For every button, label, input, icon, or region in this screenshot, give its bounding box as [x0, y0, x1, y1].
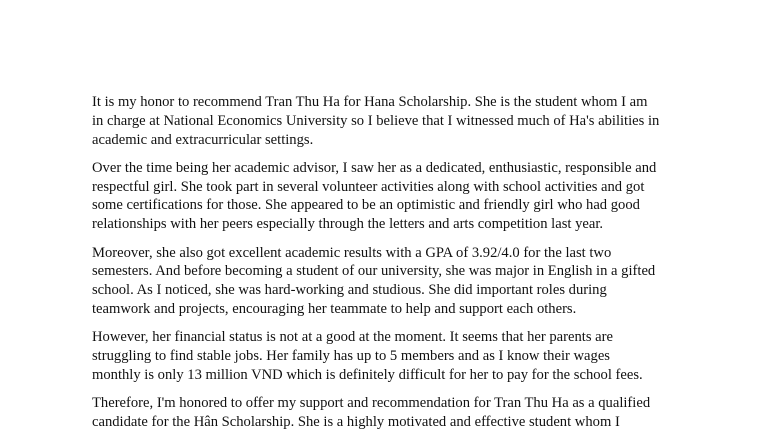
letter-body — [92, 93, 732, 441]
paragraph-academics: Moreover, she also got excellent academic results with a GPA of 3.92/4.0 for the last two semesters. And before becoming a student of our university, she was major in English in a gifted school. As I noticed, she was hard-working and studious. She did important roles during teamwork and projects, encouraging her teammate to help and support each others. — [92, 244, 656, 317]
paragraph-financial-status: However, her financial status is not at a good at the moment. It seems that her parents are struggling to find stable jobs. Her family has up to 5 members and as I know their wages monthly is only 13 million VND which is definitely difficult for her to pay for the school fees. — [92, 329, 643, 383]
paragraph-introduction: It is my honor to recommend Tran Thu Ha for Hana Scholarship. She is the student whom I am in charge at National Economics University so I believe that I witnessed much of Ha's abilities in academic and extracurricular settings. — [92, 94, 660, 148]
paragraph-conclusion: Therefore, I'm honored to offer my support and recommendation for Tran Thu Ha as a qualified candidate for the Hân Scholarship. She is a highly motivated and effective student whom I — [92, 395, 651, 430]
paragraph-character: Over the time being her academic advisor, I saw her as a dedicated, enthusiastic, responsible and respectful girl. She took part in several volunteer activities along with school activities and got some certifications for those. She appeared to be an optimistic and friendly girl who had good relationships with her peers especially through the letters and arts competition last year. — [92, 159, 657, 233]
